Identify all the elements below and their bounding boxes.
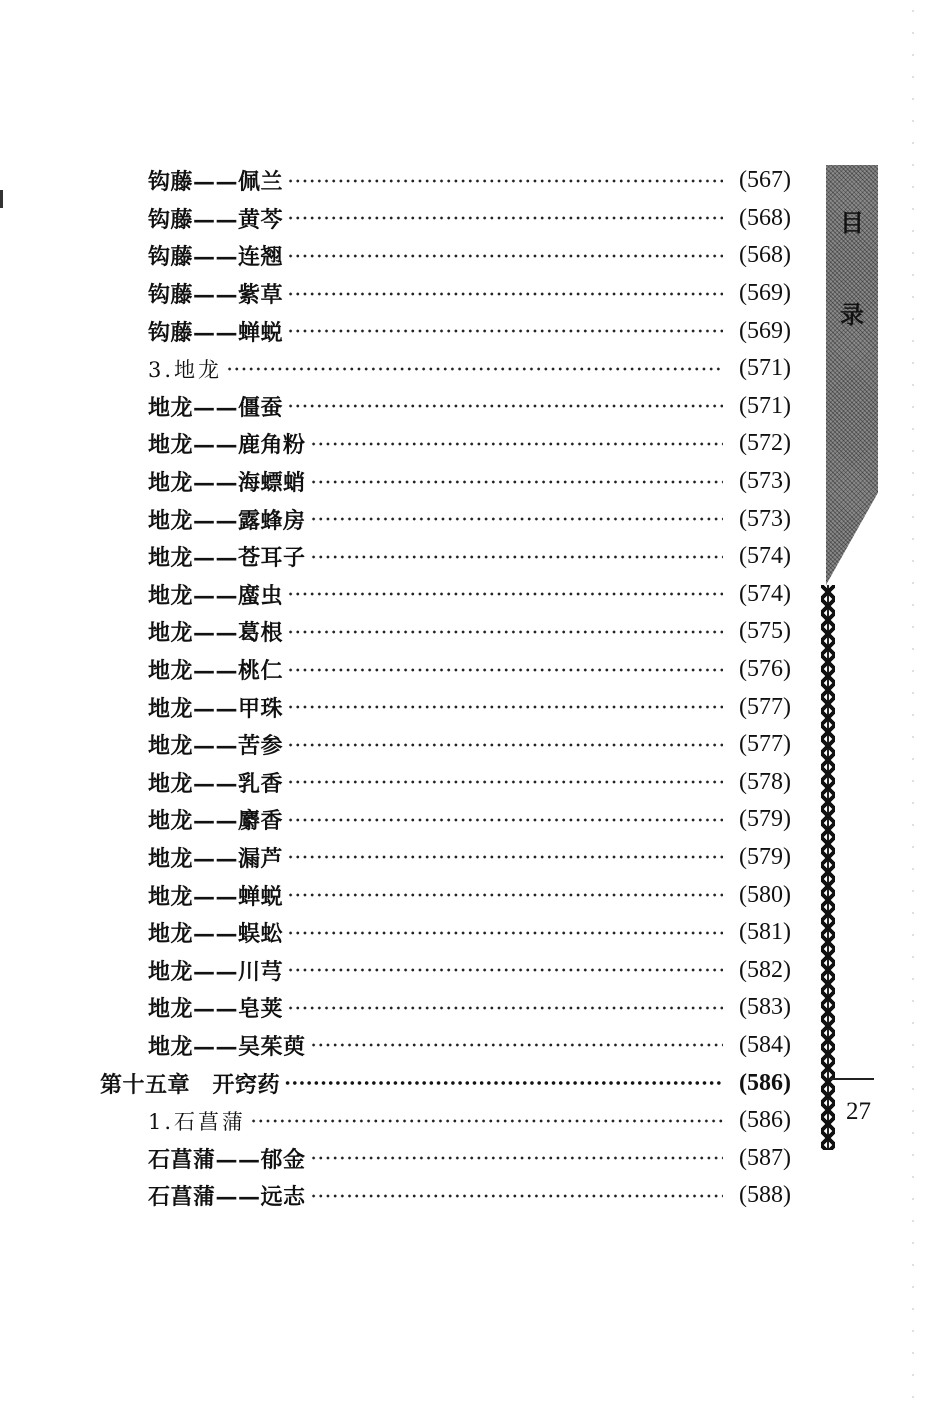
toc-page-number: (569) [739,280,791,307]
dot-leader [287,813,723,827]
toc-entry [148,1139,791,1177]
section-tab-label-top: 目 [840,208,864,237]
toc-page-number: (578) [739,768,791,795]
toc-row [0,538,943,576]
dot-leader [287,850,723,864]
toc-entry [148,538,791,576]
toc-row [0,876,943,914]
folio-rule [830,1078,874,1080]
dot-leader [287,775,723,789]
toc-title: 钩藤——佩兰 [148,169,284,196]
toc-page-number: (568) [739,204,791,231]
toc-entry [148,350,791,388]
toc-page-number: (580) [739,881,791,908]
toc-page-number: (568) [739,242,791,269]
toc-entry [148,1102,791,1140]
ornament-diamonds [821,585,835,1150]
dot-leader [287,738,723,752]
toc-page-number: (571) [739,392,791,419]
dot-leader [287,926,723,940]
toc-row [0,801,943,839]
dot-leader [310,1038,723,1052]
toc-row [0,237,943,275]
toc-row [0,1177,943,1215]
dot-leader [310,475,723,489]
dot-leader [310,1189,723,1203]
toc-row [0,162,943,200]
toc-entry [148,839,791,877]
toc-page-number: (586) [739,1107,791,1134]
toc-row [0,200,943,238]
dot-leader [287,211,723,225]
toc-title: 钩藤——黄芩 [148,206,284,233]
toc-row [0,312,943,350]
toc-page-number: (572) [739,430,791,457]
dot-leader [287,174,723,188]
toc-entry [148,764,791,802]
toc-page-number: (582) [739,956,791,983]
toc-entry [148,1177,791,1215]
toc-page-number: (583) [739,994,791,1021]
toc-title: 地龙——蝉蜕 [148,883,284,910]
toc-row [0,613,943,651]
dot-leader [287,663,723,677]
toc-title: 地龙——漏芦 [148,845,284,872]
toc-entry [148,651,791,689]
toc-title: 地龙——麝香 [148,808,284,835]
toc-row [0,576,943,614]
toc-row [0,463,943,501]
dot-leader [287,700,723,714]
toc-row [0,500,943,538]
section-tab-label-bottom: 录 [840,300,864,329]
toc-title: 地龙——露蜂房 [148,507,306,534]
toc-page-number: (571) [739,355,791,382]
toc-entry [148,463,791,501]
toc-title: 地龙——蜈蚣 [148,921,284,948]
toc-title: 第十五章 开窍药 [100,1071,281,1098]
toc-title: 石菖蒲——远志 [148,1184,306,1211]
dot-leader [287,287,723,301]
dot-leader [287,249,723,263]
toc-page-number: (587) [739,1144,791,1171]
toc-row [0,688,943,726]
toc-row [0,914,943,952]
toc-entry [148,312,791,350]
toc-title: 地龙——桃仁 [148,658,284,685]
toc-page-number: (586) [739,1069,791,1096]
toc-entry [148,613,791,651]
toc-row [0,1027,943,1065]
toc-entry [100,1064,791,1102]
toc-page-number: (573) [739,468,791,495]
dot-leader [310,437,723,451]
toc-title: 地龙——葛根 [148,620,284,647]
toc-entry [148,1027,791,1065]
toc-title: 地龙——川芎 [148,958,284,985]
toc-row [0,951,943,989]
toc-title: 3.地龙 [148,357,223,382]
dot-leader [284,1076,723,1090]
toc-page-number: (576) [739,656,791,683]
toc-title: 地龙——䗪虫 [148,582,284,609]
toc-page-number: (577) [739,731,791,758]
ornament-chain [818,585,838,1150]
section-tab [826,165,878,585]
toc-title: 地龙——鹿角粉 [148,432,306,459]
toc-title: 钩藤——连翘 [148,244,284,271]
toc-title: 地龙——乳香 [148,770,284,797]
toc-entry [148,237,791,275]
dot-leader [310,512,723,526]
toc-row [0,275,943,313]
toc-entry [148,500,791,538]
toc-row [0,989,943,1027]
toc-entry [148,951,791,989]
toc-title: 地龙——苦参 [148,733,284,760]
toc-entry [148,425,791,463]
toc-page-number: (567) [739,167,791,194]
dot-leader [287,587,723,601]
toc-entry [148,388,791,426]
toc-title: 地龙——僵蚕 [148,394,284,421]
dot-leader [310,1151,723,1165]
toc-page-number: (584) [739,1031,791,1058]
toc-row [0,1102,943,1140]
dot-leader [250,1114,723,1128]
toc-page-number: (574) [739,580,791,607]
toc-entry [148,726,791,764]
dot-leader [310,550,723,564]
toc-title: 地龙——甲珠 [148,695,284,722]
toc-row [0,651,943,689]
toc-title: 1.石菖蒲 [148,1109,247,1134]
dot-leader [226,362,723,376]
toc-page-number: (569) [739,317,791,344]
toc-page-number: (577) [739,693,791,720]
toc-page-number: (579) [739,843,791,870]
page-number: 27 [846,1098,871,1125]
toc-row [0,425,943,463]
toc-entry [148,576,791,614]
toc-page-number: (573) [739,505,791,532]
toc-entry [148,275,791,313]
toc-entry [148,200,791,238]
toc-page-number: (588) [739,1182,791,1209]
toc-entry [148,914,791,952]
toc-row [0,1139,943,1177]
toc-entry [148,801,791,839]
toc-entry [148,989,791,1027]
toc-entry [148,688,791,726]
toc-title: 钩藤——紫草 [148,282,284,309]
dot-leader [287,399,723,413]
toc-title: 石菖蒲——郁金 [148,1146,306,1173]
toc-title: 钩藤——蝉蜕 [148,319,284,346]
toc-page-number: (575) [739,618,791,645]
toc-row [0,388,943,426]
toc-row [0,350,943,388]
toc-title: 地龙——海螵蛸 [148,470,306,497]
toc-title: 地龙——吴茱萸 [148,1033,306,1060]
dot-leader [287,324,723,338]
toc-page-number: (579) [739,806,791,833]
toc-title: 地龙——苍耳子 [148,545,306,572]
dot-leader [287,1001,723,1015]
toc-entry [148,162,791,200]
toc-page-number: (574) [739,543,791,570]
toc-row [0,1064,943,1102]
toc-row [0,764,943,802]
dot-leader [287,625,723,639]
toc-title: 地龙——皂荚 [148,996,284,1023]
toc-page-number: (581) [739,919,791,946]
toc-entry [148,876,791,914]
dot-leader [287,963,723,977]
table-of-contents [0,162,943,1215]
dot-leader [287,888,723,902]
toc-row [0,839,943,877]
toc-row [0,726,943,764]
